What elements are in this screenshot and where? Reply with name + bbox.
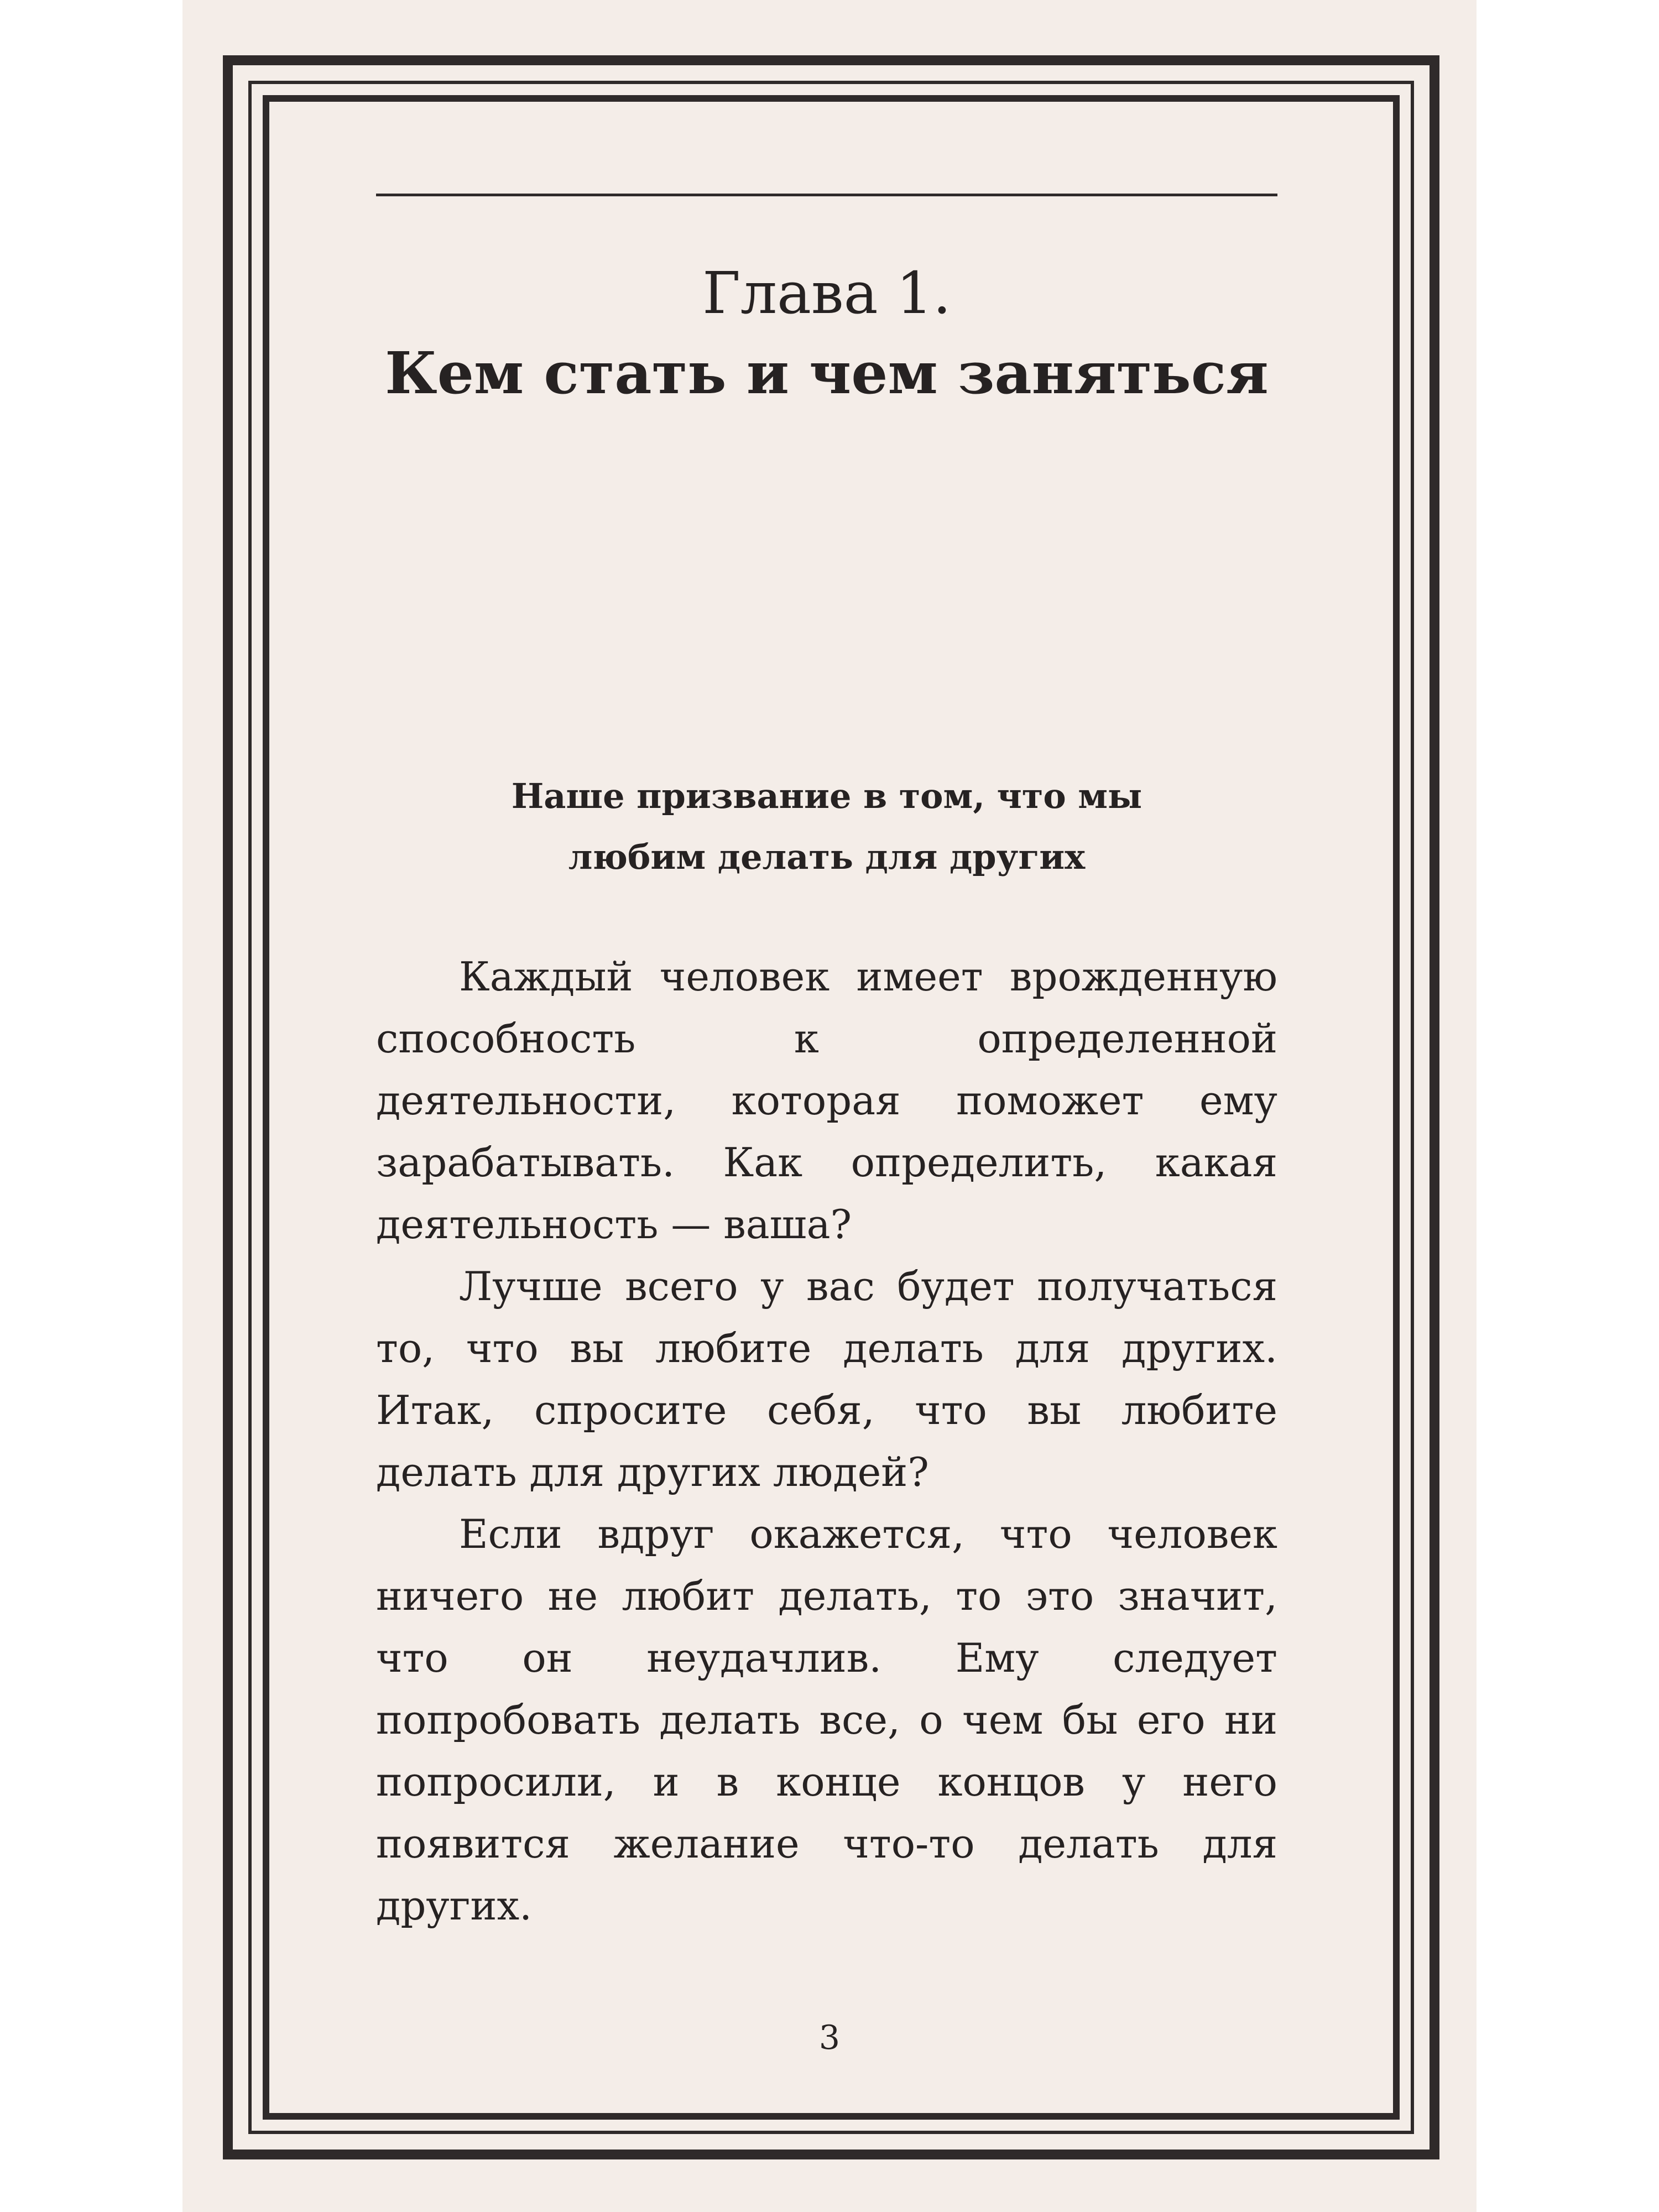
top-rule-divider: [376, 194, 1277, 196]
chapter-title: Кем стать и чем заняться: [385, 339, 1269, 407]
paragraph-1: Каждый человек имеет врожденную способность к определенной деятельности, которая поможет ему зарабатывать. Как определить, какая деятельность — ваша?: [376, 953, 1277, 1248]
paragraph-3: Если вдруг окажется, что человек ничего не любит делать, то это значит, что он неудачлив. Ему следует попробовать делать все, о чем бы его ни попросили, и в конце концов у него появится желание что-то делать для других.: [376, 1511, 1277, 1929]
page-number: 3: [818, 2018, 841, 2057]
paragraph-2: Лучше всего у вас будет получаться то, что вы любите делать для других. Итак, спросите себя, что вы любите делать для других людей?: [376, 1263, 1277, 1495]
section-heading-line-2: любим делать для других: [568, 837, 1086, 877]
body-text: [376, 946, 1277, 1937]
chapter-number: Глава 1.: [702, 259, 951, 327]
section-heading: [376, 766, 1277, 888]
section-heading-line-1: Наше призвание в том, что мы: [511, 776, 1142, 816]
